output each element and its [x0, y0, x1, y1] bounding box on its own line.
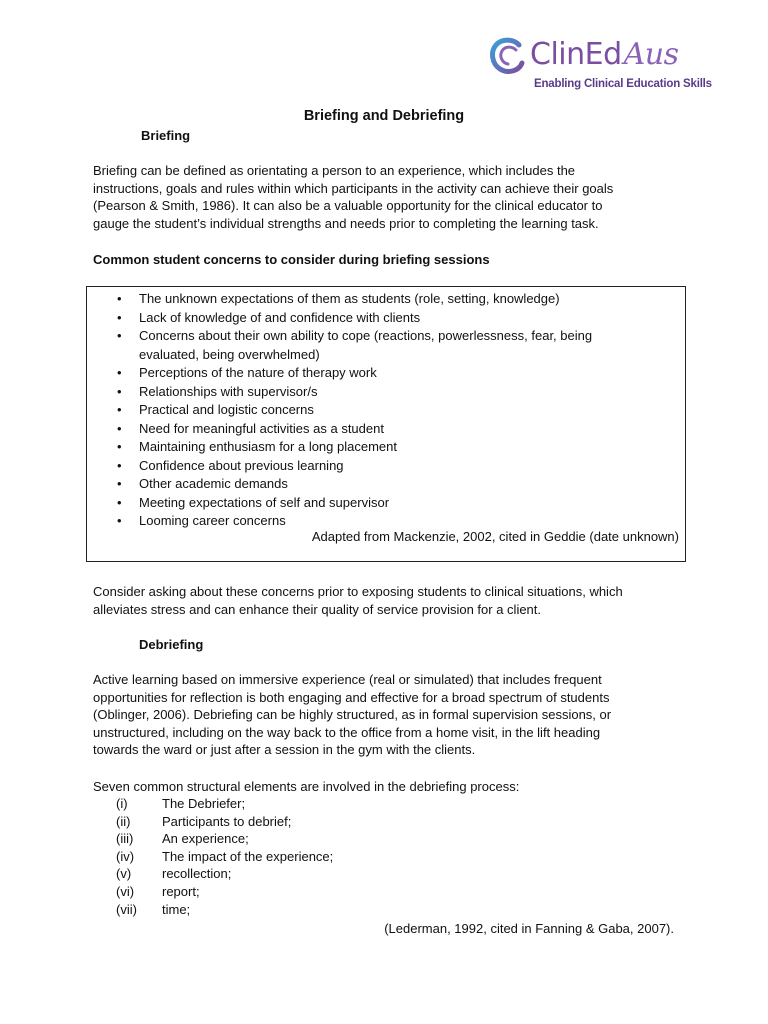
list-item: • Lack of knowledge of and confidence with clients — [87, 309, 592, 328]
list-number: (iii) — [116, 831, 134, 847]
concerns-box — [86, 286, 686, 562]
list-item: (ii) Participants to debrief; — [116, 813, 292, 829]
elements-citation: (Lederman, 1992, cited in Fanning & Gaba, 2007). — [384, 921, 674, 936]
bullet-icon: • — [117, 291, 122, 306]
bullet-icon: • — [117, 439, 122, 454]
list-item: (iv) The impact of the experience; — [116, 848, 334, 864]
paragraph-line: opportunities for reflection is both engaging and effective for a broad spectrum of students — [93, 689, 610, 705]
paragraph-line: Briefing can be defined as orientating a person to an experience, which includes the — [93, 163, 576, 178]
debriefing-paragraph — [93, 671, 683, 759]
list-item: • Concerns about their own ability to cope (reactions, powerlessness, fear, being evaluated, being overwhelmed) — [117, 328, 593, 362]
list-number: (ii) — [116, 813, 131, 829]
clinedaus-logo — [488, 32, 712, 96]
followup-paragraph — [93, 583, 683, 618]
list-item: • Need for meaningful activities as a student — [87, 420, 592, 439]
list-number: (v) — [116, 866, 132, 882]
elements-intro: Seven common structural elements are involved in the debriefing process: — [93, 779, 520, 794]
bullet-icon: • — [117, 383, 122, 399]
list-item: • Relationships with supervisor/s — [87, 383, 592, 402]
list-item: (vi) report; — [116, 883, 200, 899]
bullet-icon: • — [117, 402, 122, 417]
list-item: • Meeting expectations of self and supervisor — [87, 494, 592, 513]
list-item: • Perceptions of the nature of therapy work — [87, 364, 592, 383]
logo-wordmark: ClinEdAus — [530, 37, 679, 72]
paragraph-line: towards the ward or just after a session in the gym with the clients. — [93, 742, 476, 758]
list-item: • The unknown expectations of them as students (role, setting, knowledge) — [87, 290, 592, 309]
paragraph-line: Consider asking about these concerns prior to exposing students to clinical situations, which — [93, 584, 623, 599]
list-item: (iii) An experience; — [116, 831, 249, 847]
elements-list — [116, 795, 333, 918]
logo-tagline: Enabling Clinical Education Skills — [534, 78, 712, 90]
debriefing-heading: Debriefing — [139, 637, 204, 652]
paragraph-line: Active learning based on immersive experience (real or simulated) that includes frequent — [93, 672, 602, 687]
list-item: (vii) time; — [116, 901, 191, 917]
bullet-icon: • — [117, 513, 122, 528]
list-number: (vi) — [116, 883, 135, 899]
bullet-icon: • — [117, 457, 122, 473]
list-item: • Practical and logistic concerns — [87, 401, 592, 420]
briefing-heading: Briefing — [141, 128, 191, 143]
concerns-citation: Adapted from Mackenzie, 2002, cited in Geddie (date unknown) — [311, 529, 679, 544]
document-title: Briefing and Debriefing — [303, 108, 465, 124]
concerns-list — [87, 290, 592, 531]
logo-swirl-icon — [488, 36, 528, 76]
paragraph-line: alleviates stress and can enhance their quality of service provision for a client. — [93, 601, 542, 617]
briefing-paragraph — [93, 162, 683, 232]
bullet-icon: • — [117, 309, 122, 325]
list-number: (i) — [116, 796, 128, 811]
bullet-icon: • — [117, 420, 122, 436]
list-item: • Looming career concerns — [87, 512, 592, 531]
paragraph-line: (Oblinger, 2006). Debriefing can be highly structured, as in formal supervision sessions, or — [93, 707, 612, 723]
list-item: (v) recollection; — [116, 866, 232, 882]
list-item: (i) The Debriefer; — [116, 796, 246, 811]
bullet-icon: • — [117, 476, 122, 491]
bullet-icon: • — [117, 328, 122, 343]
bullet-icon: • — [117, 365, 122, 380]
list-item: • Maintaining enthusiasm for a long placement — [87, 438, 592, 457]
paragraph-line: instructions, goals and rules within which participants in the activity can achieve their goals — [93, 180, 614, 196]
list-item: • Confidence about previous learning — [87, 457, 592, 476]
list-number: (vii) — [116, 901, 137, 917]
paragraph-line: unstructured, including on the way back to the office from a home visit, in the lift heading — [93, 724, 601, 740]
bullet-icon: • — [117, 494, 122, 510]
concerns-heading: Common student concerns to consider during briefing sessions — [93, 252, 490, 267]
paragraph-line: (Pearson & Smith, 1986). It can also be a valuable opportunity for the clinical educator to — [93, 198, 603, 214]
paragraph-line: gauge the student’s individual strengths and needs prior to completing the learning task. — [93, 215, 599, 231]
list-item: • Other academic demands — [87, 475, 592, 494]
list-number: (iv) — [116, 848, 135, 864]
